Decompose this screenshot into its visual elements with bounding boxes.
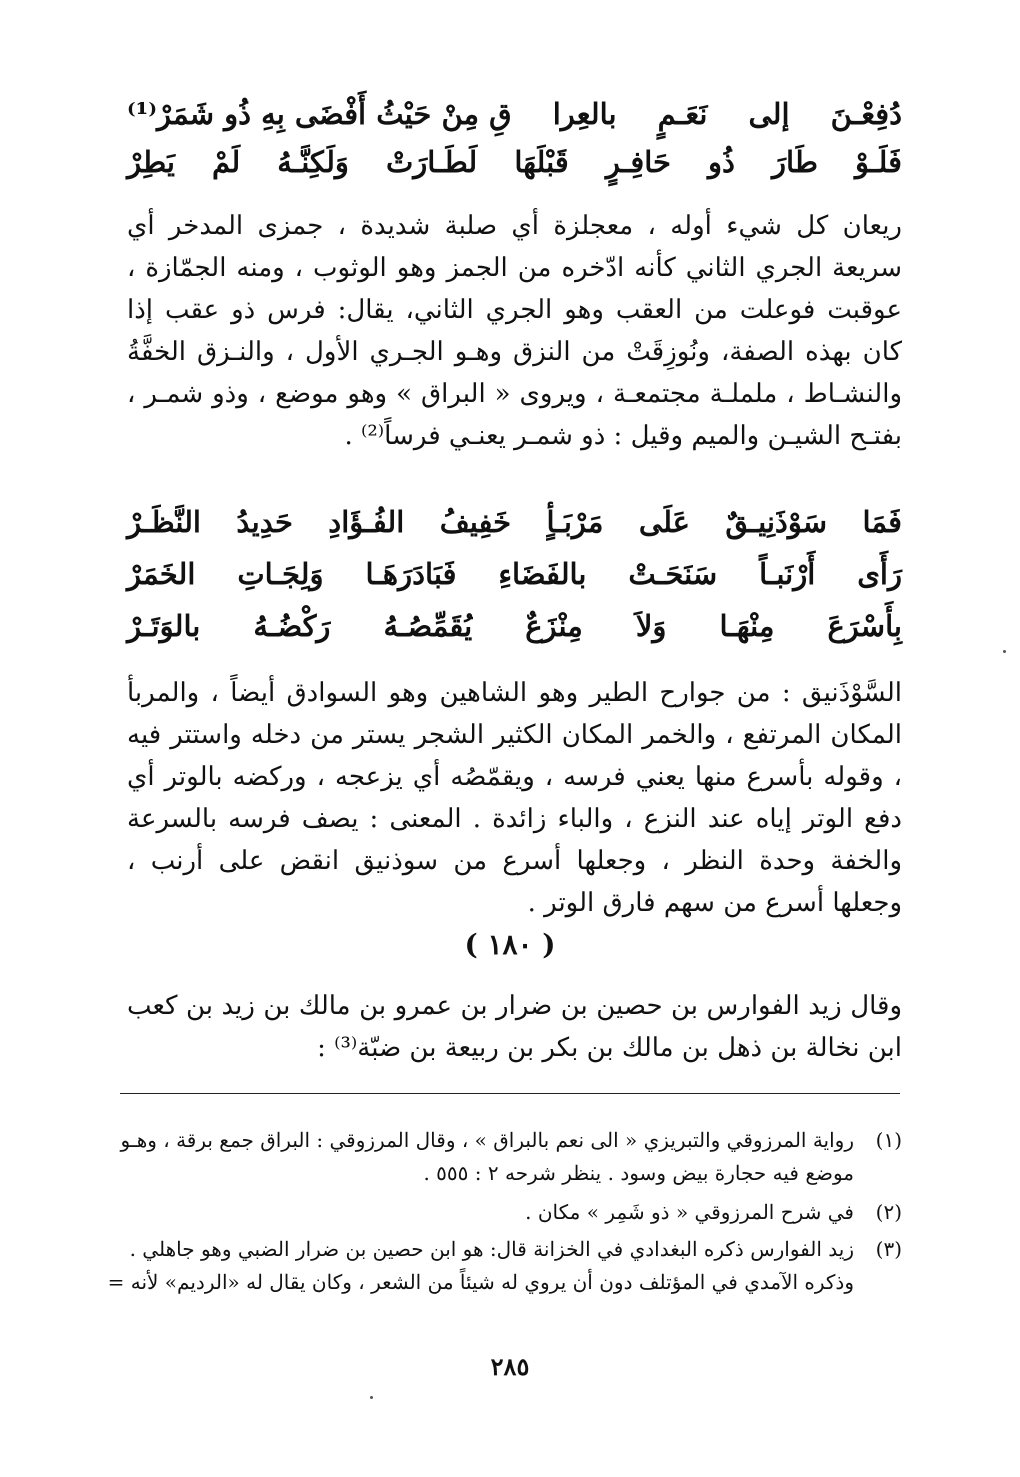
footnote-2 xyxy=(120,1196,902,1229)
footnote-text: موضع فيه حجارة بيض وسود . ينظر شرحه ٢ : ٥٥٥ . xyxy=(423,1161,854,1185)
verse-word: النَّظَـرْ xyxy=(127,505,201,539)
footnote-text: وذكره الآمدي في المؤتلف دون أن يروي له شيئاً من الشعر ، وكان يقال له «الرديم» لأنه = xyxy=(107,1270,854,1294)
verse-word: رَأَى xyxy=(857,557,902,591)
poem-introduction: وقال زيد الفوارس بن حصين بن ضرار بن عمرو بن مالك بن زيد بن كعب ابن نخالة بن ذهل بن مالك بن بكر بن ربيعة بن ضبّة⁽³⁾ : xyxy=(127,991,902,1063)
verse-word: لَمْ xyxy=(212,145,241,179)
verse-word: قَبْلَهَا xyxy=(514,145,569,179)
verse-line-4 xyxy=(127,557,902,591)
verse-word: بِأَسْرَعَ xyxy=(827,609,902,643)
verse-word: عَلَى xyxy=(638,505,690,539)
commentary-paragraph-1: ريعان كل شيء أوله ، معجلزة أي صلبة شديدة ، جمزى المدخر أي سريعة الجري الثاني كأنه ادّخره من الجمز وهو الوثوب ، ومنه الجمّازة ، عوقبت فوعلت من العقب وهو الجري الثاني، يقال: فرس ذو عقب إذا كان بهذه الصفة، ونُوزِقَتْ من النزق وهـو الجـري الأول ، والنـزق الخفَّةُ والنشـاط ، ململـة مجتمعـة ، ويروى « البراق » وهو موضع ، وذو شمـر ، بفتـح الشيـن والميم وقيل : ذو شمـر يعنـي فرساً⁽²⁾ . xyxy=(127,211,902,451)
verse-word: بالعِرا xyxy=(552,97,617,131)
verse-word: بالفَضَاءِ xyxy=(498,557,587,591)
footnote-number: (٣) xyxy=(875,1237,902,1261)
footnote-text: زيد الفوارس ذكره البغدادي في الخزانة قال: هو ابن حصين بن ضرار الضبي وهو جاهلي . xyxy=(129,1237,854,1261)
verse-word: سَوْذَنِيـقٌ xyxy=(725,505,828,539)
verse-word: لَطَـارَتْ xyxy=(386,145,478,179)
verse-word: أَرْنَبـاً xyxy=(759,557,816,591)
verse-word: حَدِيدُ xyxy=(236,505,293,539)
verse-word: مِنْهَـا xyxy=(719,609,775,643)
verse-line-1 xyxy=(127,97,902,131)
verse-word: رَكْضُـهُ xyxy=(253,609,331,643)
verse-line-2 xyxy=(127,145,902,179)
verse-word: مِنْزَعٌ xyxy=(525,609,583,643)
verse-word: ذُو xyxy=(708,145,735,179)
footnote-separator xyxy=(120,1093,900,1094)
verse-word: فَبَادَرَهَـا xyxy=(365,557,457,591)
verse-word: فَلَـوْ xyxy=(855,145,902,179)
section-number: ( ١٨٠ ) xyxy=(464,928,556,961)
verse-word: حَافِـرٍ xyxy=(605,145,671,179)
verse-word: الخَمَرْ xyxy=(127,557,196,591)
verse-word: طَارَ xyxy=(772,145,818,179)
verse-word: فَمَا xyxy=(862,505,902,539)
verse-word: وَلاَ xyxy=(635,609,667,643)
verse-word: الفُـؤَادِ xyxy=(328,505,405,539)
verse-word: دُفِعْـنَ xyxy=(830,97,902,131)
verse-word: إلى xyxy=(748,97,790,131)
footnote-1 xyxy=(120,1124,902,1157)
verse-word: يَطِرْ xyxy=(127,145,175,179)
footnote-3 xyxy=(120,1233,902,1266)
verse-word: وَلَكِنَّـهُ xyxy=(277,145,349,179)
verse-word: وَلِجَـاتِ xyxy=(237,557,324,591)
verse-word: خَفِيفُ xyxy=(439,505,512,539)
verse-word: سَنَحَـتْ xyxy=(628,557,718,591)
verse-word: نَعَـمٍ xyxy=(657,97,708,131)
verse-word: بالوَتَـرْ xyxy=(127,609,201,643)
verse-line-3 xyxy=(127,505,902,539)
footnotes xyxy=(107,1124,902,1299)
verse-line-5 xyxy=(127,609,902,643)
scan-speck xyxy=(370,1396,373,1399)
footnote-text: رواية المرزوقي والتبريزي « الى نعم بالبراق » ، وقال المرزوقي : البراق جمع برقة ، وهـو xyxy=(120,1128,854,1152)
scan-speck xyxy=(1003,650,1006,653)
page-number: ٢٨٥ xyxy=(490,1352,530,1381)
footnote-number: (٢) xyxy=(875,1200,902,1224)
footnote-number: (١) xyxy=(875,1128,902,1152)
verse-word: يُقَمِّصُـهُ xyxy=(383,609,473,643)
commentary-paragraph-2: السَّوْذَنيق : من جوارح الطير وهو الشاهين وهو السوادق أيضاً ، والمربأ المكان المرتفع ، والخمر المكان الكثير الشجر يستر من دخله واستتر فيه ، وقوله بأسرع منها يعني فرسه ، ويقمّصُه أي يزعجه ، وركضه بالوتر أي دفع الوتر إياه عند النزع ، والباء زائدة . المعنى : يصف فرسه بالسرعة والخفة وحدة النظر ، وجعلها أسرع من سوذنيق انقض على أرنب ، وجعلها أسرع من سهم فارق الوتر . xyxy=(127,678,902,918)
footnote-text: في شرح المرزوقي « ذو شَمِر » مكان . xyxy=(525,1200,854,1224)
verse-word: مَرْبَـأٍ xyxy=(546,505,604,539)
verse-word: قِ مِنْ حَيْثُ أَفْضَى بِهِ ذُو شَمَرْ⁽¹⁾ xyxy=(127,97,512,131)
